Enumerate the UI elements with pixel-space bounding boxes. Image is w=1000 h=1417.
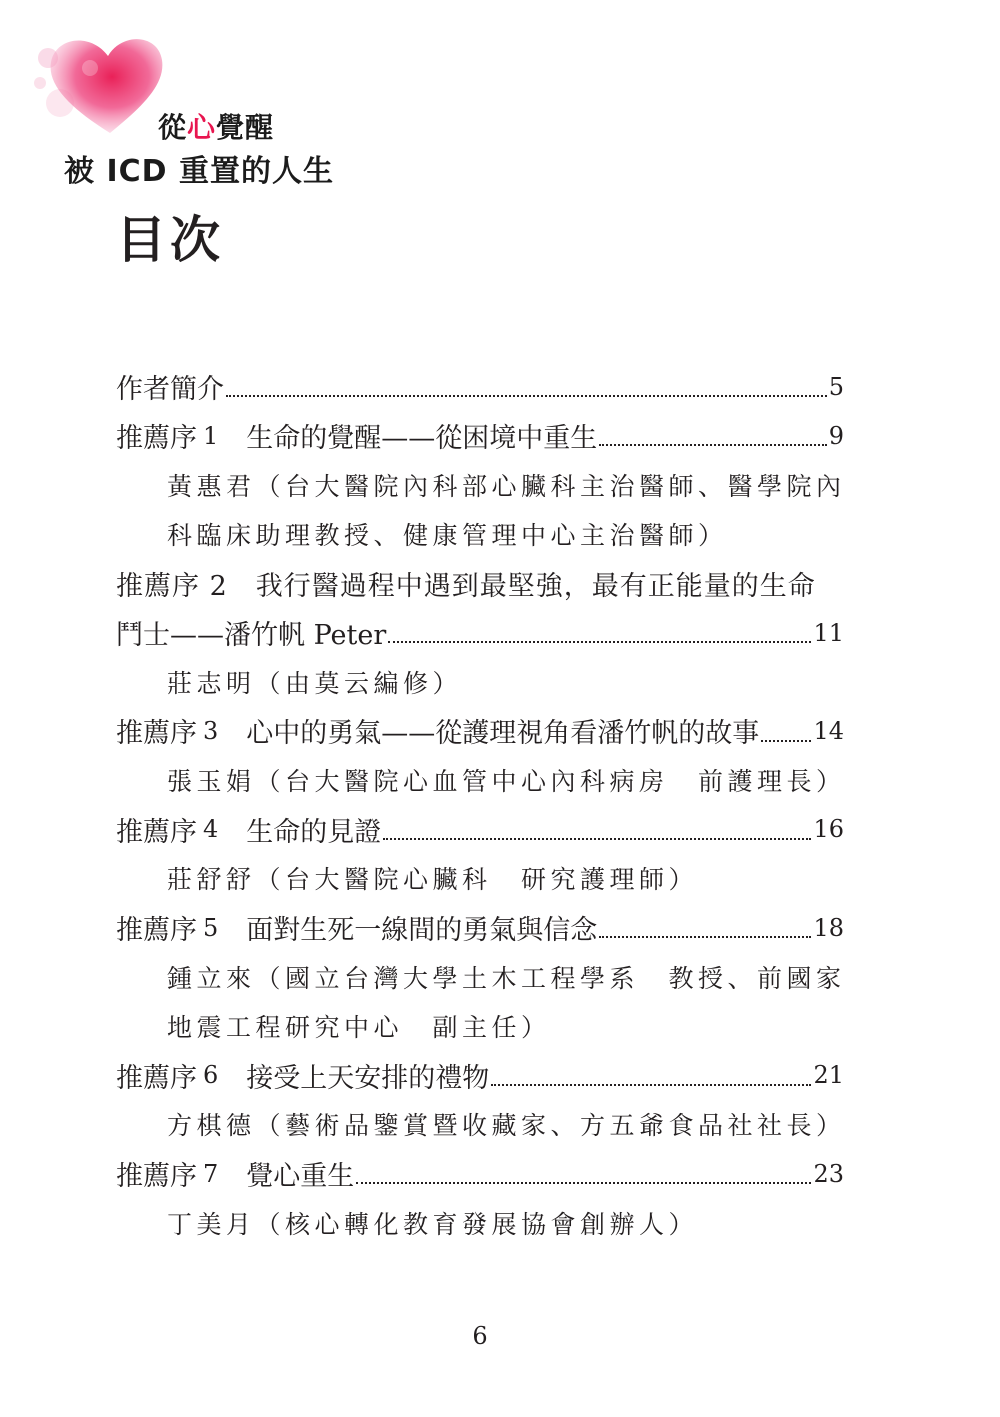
toc-entry-foreword-6[interactable]: [116, 1051, 844, 1100]
logo-title-a: 從: [158, 111, 188, 144]
toc-entry-number: 6: [203, 1061, 219, 1090]
toc-entry-author: 丁美月（核心轉化教育發展協會創辦人）: [167, 1209, 699, 1239]
toc-entry-label: 推薦序: [116, 1062, 197, 1094]
toc-entry-title: 心中的勇氣——從護理視角看潘竹帆的故事: [246, 718, 760, 750]
leader-dots: [491, 1084, 811, 1086]
book-logo: [30, 28, 334, 189]
toc-entry-number: 1: [203, 421, 219, 450]
toc-page-number: 23: [813, 1159, 844, 1188]
toc-entry-title: 作者簡介: [116, 374, 224, 406]
toc-entry-author: 鍾立來（國立台灣大學土木工程學系 教授、前國家: [167, 963, 846, 993]
toc-entry-foreword-2-line2[interactable]: [116, 608, 844, 657]
toc-entry-foreword-7[interactable]: [116, 1149, 844, 1198]
toc-entry-title: 覺心重生: [246, 1161, 355, 1193]
toc-entry-author: 科臨床助理教授、健康管理中心主治醫師）: [167, 521, 728, 551]
toc-page-number: 9: [828, 421, 844, 450]
toc-entry-label: 推薦序: [116, 718, 197, 750]
page-number: 6: [472, 1322, 488, 1350]
toc-page-number: 5: [828, 372, 844, 401]
toc-entry-foreword-2-line1[interactable]: 推薦序 2 我行醫過程中遇到最堅強，最有正能量的生命: [116, 570, 816, 602]
toc-entry-foreword-5[interactable]: [116, 903, 844, 952]
toc-entry-title: 生命的覺醒——從困境中重生: [246, 423, 598, 455]
toc-entry-label: 推薦序: [116, 1161, 197, 1193]
leader-dots: [388, 641, 811, 643]
logo-title-line1: [158, 106, 274, 146]
toc-entry-label: 推薦序: [116, 915, 197, 947]
toc-entry-foreword-3[interactable]: [116, 706, 844, 755]
toc-entry-foreword-4[interactable]: [116, 805, 844, 854]
toc-entry-title: 鬥士——潘竹帆 Peter: [116, 620, 387, 652]
toc-entry-author: 張玉娟（台大醫院心血管中心內科病房 前護理長）: [167, 767, 846, 797]
logo-title-b: 覺醒: [216, 111, 275, 144]
leader-dots: [599, 936, 811, 938]
leader-dots: [226, 395, 827, 397]
logo-title-heart-char: 心: [187, 111, 217, 144]
toc-page-number: 14: [813, 716, 844, 745]
toc-entry-author-bio[interactable]: [116, 362, 844, 411]
toc-entry-number: 4: [203, 815, 219, 844]
toc-entry-number: 3: [203, 716, 219, 745]
toc-entry-title: 生命的見證: [246, 816, 382, 848]
toc-entry-author: 方棋德（藝術品鑒賞暨收藏家、方五爺食品社社長）: [167, 1111, 846, 1141]
toc-entry-title: 面對生死一線間的勇氣與信念: [246, 915, 598, 947]
toc-page-number: 21: [813, 1061, 844, 1090]
leader-dots: [356, 1182, 811, 1184]
page-title: 目次: [116, 211, 224, 269]
toc-entry-number: 5: [203, 913, 219, 942]
logo-title-line2: 被 ICD 重置的人生: [64, 154, 334, 189]
toc-page-number: 18: [813, 913, 844, 942]
toc-entry-label: 推薦序: [116, 816, 197, 848]
toc-entry-number: 7: [203, 1159, 219, 1188]
toc-entry-author: 黃惠君（台大醫院內科部心臟科主治醫師、醫學院內: [167, 471, 846, 501]
toc-entry-author: 莊舒舒（台大醫院心臟科 研究護理師）: [167, 865, 699, 895]
toc-page-number: 16: [813, 815, 844, 844]
leader-dots: [761, 740, 811, 742]
table-of-contents: [116, 362, 844, 1247]
toc-entry-author: 莊志明（由莫云編修）: [167, 668, 463, 698]
toc-entry-foreword-1[interactable]: [116, 411, 844, 460]
toc-page-number: 11: [813, 618, 844, 647]
leader-dots: [599, 444, 826, 446]
toc-entry-title: 接受上天安排的禮物: [246, 1062, 490, 1094]
leader-dots: [383, 838, 811, 840]
toc-entry-label: 推薦序: [116, 423, 197, 455]
toc-entry-author: 地震工程研究中心 副主任）: [167, 1013, 551, 1043]
